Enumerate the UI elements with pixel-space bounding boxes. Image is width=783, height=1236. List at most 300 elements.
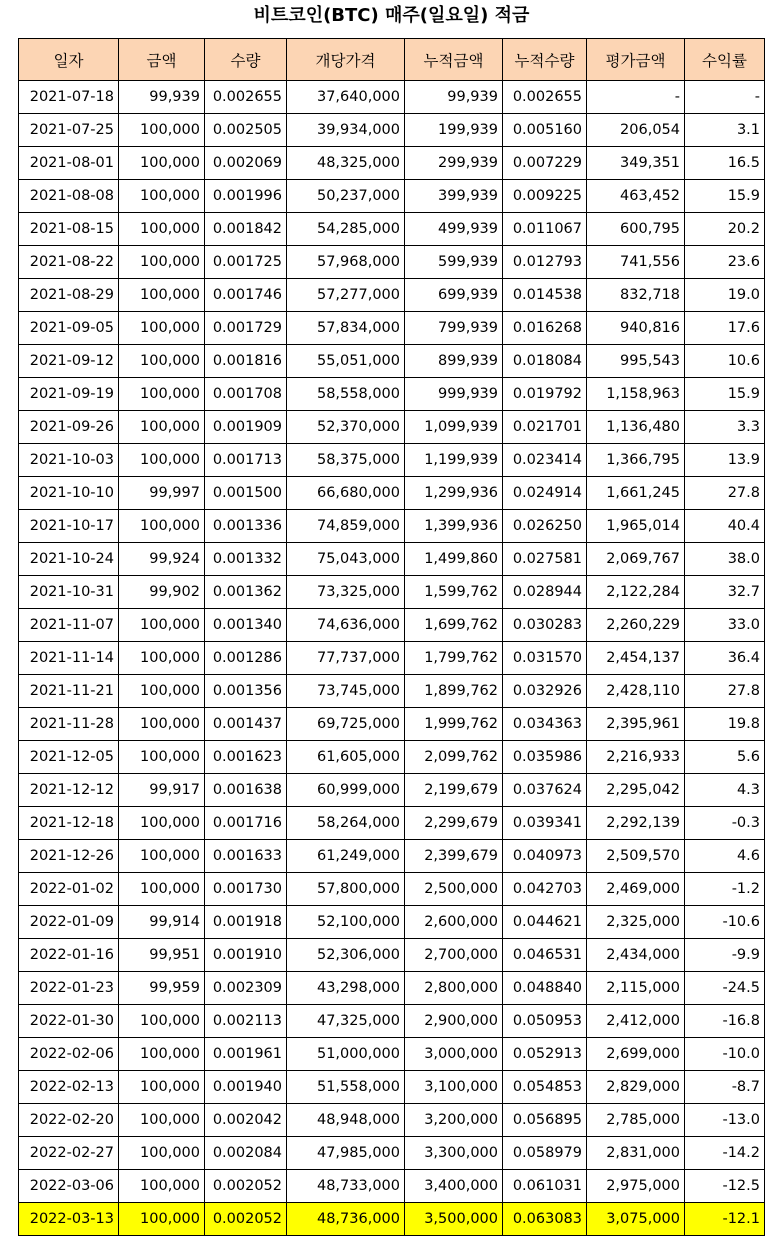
header-row	[19, 39, 765, 81]
cell-cumulative-quantity: 0.011067	[503, 213, 587, 246]
cell-amount: 99,951	[119, 939, 205, 972]
cell-return-rate: -14.2	[685, 1137, 765, 1170]
cell-date: 2021-11-21	[19, 675, 119, 708]
cell-cumulative-amount: 2,099,762	[405, 741, 503, 774]
cell-unit-price: 73,745,000	[287, 675, 405, 708]
table-row	[19, 213, 765, 246]
cell-unit-price: 60,999,000	[287, 774, 405, 807]
cell-quantity: 0.002505	[205, 114, 287, 147]
cell-cumulative-quantity: 0.019792	[503, 378, 587, 411]
cell-return-rate: 3.1	[685, 114, 765, 147]
cell-date: 2021-10-24	[19, 543, 119, 576]
cell-unit-price: 66,680,000	[287, 477, 405, 510]
cell-cumulative-quantity: 0.040973	[503, 840, 587, 873]
cell-quantity: 0.001961	[205, 1038, 287, 1071]
cell-date: 2021-09-19	[19, 378, 119, 411]
column-header-date: 일자	[19, 39, 119, 81]
cell-cumulative-quantity: 0.034363	[503, 708, 587, 741]
cell-cumulative-amount: 899,939	[405, 345, 503, 378]
cell-return-rate: -12.5	[685, 1170, 765, 1203]
cell-amount: 100,000	[119, 378, 205, 411]
cell-unit-price: 54,285,000	[287, 213, 405, 246]
cell-valuation: 1,158,963	[587, 378, 685, 411]
cell-amount: 100,000	[119, 1137, 205, 1170]
cell-return-rate: 23.6	[685, 246, 765, 279]
cell-quantity: 0.001286	[205, 642, 287, 675]
cell-valuation: 600,795	[587, 213, 685, 246]
cell-return-rate: 27.8	[685, 477, 765, 510]
table-row	[19, 708, 765, 741]
cell-cumulative-amount: 1,699,762	[405, 609, 503, 642]
cell-date: 2021-12-12	[19, 774, 119, 807]
cell-cumulative-amount: 2,900,000	[405, 1005, 503, 1038]
cell-quantity: 0.001708	[205, 378, 287, 411]
cell-amount: 100,000	[119, 279, 205, 312]
cell-quantity: 0.001940	[205, 1071, 287, 1104]
cell-amount: 100,000	[119, 147, 205, 180]
cell-unit-price: 57,834,000	[287, 312, 405, 345]
cell-cumulative-quantity: 0.037624	[503, 774, 587, 807]
cell-return-rate: -1.2	[685, 873, 765, 906]
table-row	[19, 180, 765, 213]
cell-valuation: 940,816	[587, 312, 685, 345]
cell-cumulative-quantity: 0.063083	[503, 1203, 587, 1236]
cell-valuation: 2,069,767	[587, 543, 685, 576]
cell-cumulative-amount: 799,939	[405, 312, 503, 345]
cell-unit-price: 37,640,000	[287, 81, 405, 114]
cell-quantity: 0.002069	[205, 147, 287, 180]
cell-quantity: 0.002052	[205, 1203, 287, 1236]
table-row	[19, 741, 765, 774]
cell-date: 2021-12-05	[19, 741, 119, 774]
cell-quantity: 0.002052	[205, 1170, 287, 1203]
cell-return-rate: -10.0	[685, 1038, 765, 1071]
cell-amount: 100,000	[119, 345, 205, 378]
cell-amount: 99,939	[119, 81, 205, 114]
cell-cumulative-amount: 2,299,679	[405, 807, 503, 840]
table-row	[19, 873, 765, 906]
cell-amount: 100,000	[119, 1071, 205, 1104]
table-row	[19, 807, 765, 840]
cell-cumulative-quantity: 0.023414	[503, 444, 587, 477]
cell-cumulative-amount: 2,500,000	[405, 873, 503, 906]
cell-date: 2021-12-26	[19, 840, 119, 873]
cell-quantity: 0.001437	[205, 708, 287, 741]
cell-unit-price: 43,298,000	[287, 972, 405, 1005]
cell-unit-price: 58,264,000	[287, 807, 405, 840]
cell-amount: 100,000	[119, 1104, 205, 1137]
cell-amount: 99,917	[119, 774, 205, 807]
cell-unit-price: 47,985,000	[287, 1137, 405, 1170]
cell-unit-price: 57,277,000	[287, 279, 405, 312]
cell-cumulative-quantity: 0.007229	[503, 147, 587, 180]
cell-date: 2022-02-20	[19, 1104, 119, 1137]
cell-valuation: 832,718	[587, 279, 685, 312]
table-row	[19, 378, 765, 411]
cell-amount: 100,000	[119, 411, 205, 444]
cell-valuation: 1,661,245	[587, 477, 685, 510]
cell-return-rate: -8.7	[685, 1071, 765, 1104]
cell-amount: 100,000	[119, 213, 205, 246]
cell-valuation: 2,699,000	[587, 1038, 685, 1071]
cell-date: 2022-03-13	[19, 1203, 119, 1236]
cell-return-rate: 15.9	[685, 378, 765, 411]
cell-unit-price: 73,325,000	[287, 576, 405, 609]
table-row	[19, 939, 765, 972]
cell-amount: 100,000	[119, 180, 205, 213]
cell-amount: 100,000	[119, 642, 205, 675]
cell-quantity: 0.001500	[205, 477, 287, 510]
cell-cumulative-quantity: 0.050953	[503, 1005, 587, 1038]
cell-amount: 100,000	[119, 114, 205, 147]
cell-cumulative-quantity: 0.061031	[503, 1170, 587, 1203]
cell-quantity: 0.001623	[205, 741, 287, 774]
cell-cumulative-amount: 1,399,936	[405, 510, 503, 543]
table-row	[19, 1038, 765, 1071]
cell-return-rate: 3.3	[685, 411, 765, 444]
cell-date: 2021-08-22	[19, 246, 119, 279]
cell-quantity: 0.002084	[205, 1137, 287, 1170]
cell-cumulative-amount: 599,939	[405, 246, 503, 279]
cell-cumulative-quantity: 0.002655	[503, 81, 587, 114]
cell-cumulative-quantity: 0.009225	[503, 180, 587, 213]
cell-cumulative-quantity: 0.016268	[503, 312, 587, 345]
table-row	[19, 477, 765, 510]
cell-amount: 100,000	[119, 741, 205, 774]
table-row	[19, 444, 765, 477]
column-header-cumulative-quantity: 누적수량	[503, 39, 587, 81]
cell-amount: 100,000	[119, 609, 205, 642]
cell-quantity: 0.001336	[205, 510, 287, 543]
cell-cumulative-amount: 3,000,000	[405, 1038, 503, 1071]
cell-quantity: 0.001638	[205, 774, 287, 807]
cell-cumulative-quantity: 0.026250	[503, 510, 587, 543]
cell-unit-price: 69,725,000	[287, 708, 405, 741]
cell-amount: 100,000	[119, 708, 205, 741]
cell-cumulative-amount: 699,939	[405, 279, 503, 312]
cell-return-rate: 19.0	[685, 279, 765, 312]
cell-date: 2022-01-02	[19, 873, 119, 906]
cell-quantity: 0.001909	[205, 411, 287, 444]
table-row	[19, 675, 765, 708]
table-row	[19, 906, 765, 939]
cell-unit-price: 47,325,000	[287, 1005, 405, 1038]
cell-date: 2021-09-12	[19, 345, 119, 378]
cell-return-rate: 40.4	[685, 510, 765, 543]
cell-cumulative-quantity: 0.032926	[503, 675, 587, 708]
cell-return-rate: -0.3	[685, 807, 765, 840]
table-row	[19, 972, 765, 1005]
cell-return-rate: -16.8	[685, 1005, 765, 1038]
cell-cumulative-amount: 3,100,000	[405, 1071, 503, 1104]
table-row	[19, 279, 765, 312]
cell-quantity: 0.001725	[205, 246, 287, 279]
cell-valuation: 463,452	[587, 180, 685, 213]
cell-return-rate: 13.9	[685, 444, 765, 477]
cell-unit-price: 74,859,000	[287, 510, 405, 543]
cell-unit-price: 39,934,000	[287, 114, 405, 147]
cell-valuation: 2,829,000	[587, 1071, 685, 1104]
cell-quantity: 0.001713	[205, 444, 287, 477]
table-row	[19, 1170, 765, 1203]
cell-quantity: 0.001918	[205, 906, 287, 939]
column-header-unit-price: 개당가격	[287, 39, 405, 81]
cell-cumulative-amount: 2,800,000	[405, 972, 503, 1005]
table-row	[19, 312, 765, 345]
cell-return-rate: -9.9	[685, 939, 765, 972]
cell-unit-price: 51,000,000	[287, 1038, 405, 1071]
cell-date: 2021-08-15	[19, 213, 119, 246]
cell-quantity: 0.001816	[205, 345, 287, 378]
cell-quantity: 0.001996	[205, 180, 287, 213]
cell-valuation: 2,260,229	[587, 609, 685, 642]
cell-unit-price: 58,558,000	[287, 378, 405, 411]
cell-amount: 100,000	[119, 1203, 205, 1236]
cell-amount: 100,000	[119, 444, 205, 477]
cell-cumulative-amount: 1,999,762	[405, 708, 503, 741]
table-row	[19, 81, 765, 114]
cell-return-rate: 4.6	[685, 840, 765, 873]
table-row	[19, 411, 765, 444]
cell-valuation: 741,556	[587, 246, 685, 279]
cell-cumulative-quantity: 0.052913	[503, 1038, 587, 1071]
cell-return-rate: 19.8	[685, 708, 765, 741]
table-row	[19, 774, 765, 807]
cell-date: 2022-03-06	[19, 1170, 119, 1203]
column-header-amount: 금액	[119, 39, 205, 81]
cell-cumulative-amount: 3,200,000	[405, 1104, 503, 1137]
cell-date: 2021-10-17	[19, 510, 119, 543]
cell-date: 2021-09-26	[19, 411, 119, 444]
cell-amount: 100,000	[119, 510, 205, 543]
cell-date: 2022-02-06	[19, 1038, 119, 1071]
cell-cumulative-amount: 1,099,939	[405, 411, 503, 444]
cell-amount: 99,997	[119, 477, 205, 510]
cell-cumulative-amount: 1,499,860	[405, 543, 503, 576]
cell-unit-price: 77,737,000	[287, 642, 405, 675]
cell-unit-price: 48,736,000	[287, 1203, 405, 1236]
cell-cumulative-amount: 1,199,939	[405, 444, 503, 477]
cell-cumulative-quantity: 0.021701	[503, 411, 587, 444]
cell-unit-price: 57,800,000	[287, 873, 405, 906]
cell-quantity: 0.001730	[205, 873, 287, 906]
cell-quantity: 0.001362	[205, 576, 287, 609]
cell-date: 2022-01-09	[19, 906, 119, 939]
cell-cumulative-amount: 3,500,000	[405, 1203, 503, 1236]
cell-unit-price: 61,605,000	[287, 741, 405, 774]
cell-cumulative-amount: 1,899,762	[405, 675, 503, 708]
table-row	[19, 114, 765, 147]
cell-cumulative-quantity: 0.042703	[503, 873, 587, 906]
cell-quantity: 0.001729	[205, 312, 287, 345]
cell-unit-price: 50,237,000	[287, 180, 405, 213]
cell-cumulative-quantity: 0.035986	[503, 741, 587, 774]
cell-valuation: 3,075,000	[587, 1203, 685, 1236]
cell-amount: 100,000	[119, 675, 205, 708]
cell-date: 2021-08-01	[19, 147, 119, 180]
cell-return-rate: -12.1	[685, 1203, 765, 1236]
table-row	[19, 642, 765, 675]
cell-valuation: 2,975,000	[587, 1170, 685, 1203]
cell-cumulative-quantity: 0.005160	[503, 114, 587, 147]
table-row	[19, 147, 765, 180]
cell-unit-price: 74,636,000	[287, 609, 405, 642]
cell-valuation: 2,395,961	[587, 708, 685, 741]
cell-date: 2021-10-10	[19, 477, 119, 510]
cell-return-rate: 33.0	[685, 609, 765, 642]
cell-valuation: 2,831,000	[587, 1137, 685, 1170]
cell-valuation: -	[587, 81, 685, 114]
cell-unit-price: 48,325,000	[287, 147, 405, 180]
cell-quantity: 0.001340	[205, 609, 287, 642]
cell-return-rate: 4.3	[685, 774, 765, 807]
cell-amount: 99,914	[119, 906, 205, 939]
cell-valuation: 2,325,000	[587, 906, 685, 939]
cell-quantity: 0.001746	[205, 279, 287, 312]
cell-amount: 99,902	[119, 576, 205, 609]
table-row	[19, 576, 765, 609]
cell-cumulative-amount: 99,939	[405, 81, 503, 114]
cell-valuation: 2,434,000	[587, 939, 685, 972]
cell-amount: 100,000	[119, 807, 205, 840]
cell-unit-price: 48,733,000	[287, 1170, 405, 1203]
cell-return-rate: -	[685, 81, 765, 114]
cell-cumulative-amount: 1,599,762	[405, 576, 503, 609]
cell-quantity: 0.001716	[205, 807, 287, 840]
cell-amount: 100,000	[119, 1170, 205, 1203]
cell-date: 2021-11-28	[19, 708, 119, 741]
cell-valuation: 1,136,480	[587, 411, 685, 444]
cell-valuation: 2,216,933	[587, 741, 685, 774]
cell-quantity: 0.001356	[205, 675, 287, 708]
cell-return-rate: 36.4	[685, 642, 765, 675]
cell-valuation: 2,785,000	[587, 1104, 685, 1137]
cell-return-rate: -10.6	[685, 906, 765, 939]
cell-valuation: 2,122,284	[587, 576, 685, 609]
cell-amount: 99,924	[119, 543, 205, 576]
cell-unit-price: 57,968,000	[287, 246, 405, 279]
cell-unit-price: 48,948,000	[287, 1104, 405, 1137]
cell-date: 2021-08-08	[19, 180, 119, 213]
cell-unit-price: 51,558,000	[287, 1071, 405, 1104]
cell-return-rate: -13.0	[685, 1104, 765, 1137]
cell-date: 2022-02-13	[19, 1071, 119, 1104]
table-row	[19, 609, 765, 642]
cell-cumulative-amount: 1,799,762	[405, 642, 503, 675]
cell-cumulative-amount: 999,939	[405, 378, 503, 411]
table-row	[19, 1104, 765, 1137]
table-row	[19, 246, 765, 279]
cell-valuation: 2,454,137	[587, 642, 685, 675]
cell-date: 2021-08-29	[19, 279, 119, 312]
cell-quantity: 0.001842	[205, 213, 287, 246]
cell-cumulative-quantity: 0.030283	[503, 609, 587, 642]
table-row	[19, 510, 765, 543]
cell-date: 2021-09-05	[19, 312, 119, 345]
cell-valuation: 995,543	[587, 345, 685, 378]
cell-date: 2021-07-18	[19, 81, 119, 114]
cell-cumulative-quantity: 0.024914	[503, 477, 587, 510]
cell-return-rate: 16.5	[685, 147, 765, 180]
table-row	[19, 543, 765, 576]
cell-date: 2022-02-27	[19, 1137, 119, 1170]
cell-unit-price: 52,370,000	[287, 411, 405, 444]
cell-cumulative-quantity: 0.031570	[503, 642, 587, 675]
cell-quantity: 0.002113	[205, 1005, 287, 1038]
column-header-valuation: 평가금액	[587, 39, 685, 81]
cell-cumulative-amount: 2,399,679	[405, 840, 503, 873]
cell-cumulative-quantity: 0.014538	[503, 279, 587, 312]
page-title: 비트코인(BTC) 매주(일요일) 적금	[253, 5, 530, 26]
cell-date: 2022-01-23	[19, 972, 119, 1005]
table-body	[19, 81, 765, 1236]
cell-cumulative-amount: 1,299,936	[405, 477, 503, 510]
cell-amount: 100,000	[119, 1038, 205, 1071]
cell-unit-price: 61,249,000	[287, 840, 405, 873]
cell-return-rate: 27.8	[685, 675, 765, 708]
cell-cumulative-quantity: 0.048840	[503, 972, 587, 1005]
cell-cumulative-quantity: 0.046531	[503, 939, 587, 972]
cell-amount: 100,000	[119, 1005, 205, 1038]
cell-return-rate: 17.6	[685, 312, 765, 345]
cell-date: 2021-10-03	[19, 444, 119, 477]
cell-return-rate: 38.0	[685, 543, 765, 576]
cell-valuation: 2,412,000	[587, 1005, 685, 1038]
cell-quantity: 0.002042	[205, 1104, 287, 1137]
cell-date: 2021-07-25	[19, 114, 119, 147]
cell-date: 2021-11-07	[19, 609, 119, 642]
cell-unit-price: 52,100,000	[287, 906, 405, 939]
cell-cumulative-amount: 2,199,679	[405, 774, 503, 807]
cell-amount: 100,000	[119, 246, 205, 279]
cell-amount: 99,959	[119, 972, 205, 1005]
cell-cumulative-quantity: 0.027581	[503, 543, 587, 576]
cell-cumulative-amount: 2,600,000	[405, 906, 503, 939]
cell-cumulative-quantity: 0.044621	[503, 906, 587, 939]
cell-amount: 100,000	[119, 840, 205, 873]
cell-cumulative-quantity: 0.054853	[503, 1071, 587, 1104]
cell-quantity: 0.002655	[205, 81, 287, 114]
table-row	[19, 1005, 765, 1038]
cell-return-rate: 5.6	[685, 741, 765, 774]
cell-valuation: 2,509,570	[587, 840, 685, 873]
table-row	[19, 1203, 765, 1236]
cell-unit-price: 75,043,000	[287, 543, 405, 576]
column-header-return-rate: 수익률	[685, 39, 765, 81]
table-row	[19, 1071, 765, 1104]
table-row	[19, 840, 765, 873]
cell-return-rate: 32.7	[685, 576, 765, 609]
cell-valuation: 2,428,110	[587, 675, 685, 708]
cell-unit-price: 55,051,000	[287, 345, 405, 378]
cell-cumulative-quantity: 0.058979	[503, 1137, 587, 1170]
cell-cumulative-quantity: 0.056895	[503, 1104, 587, 1137]
cell-cumulative-amount: 3,400,000	[405, 1170, 503, 1203]
cell-cumulative-amount: 499,939	[405, 213, 503, 246]
column-header-quantity: 수량	[205, 39, 287, 81]
cell-quantity: 0.001332	[205, 543, 287, 576]
cell-cumulative-amount: 2,700,000	[405, 939, 503, 972]
cell-date: 2021-12-18	[19, 807, 119, 840]
cell-date: 2021-10-31	[19, 576, 119, 609]
cell-amount: 100,000	[119, 873, 205, 906]
cell-quantity: 0.001910	[205, 939, 287, 972]
cell-cumulative-quantity: 0.039341	[503, 807, 587, 840]
cell-cumulative-quantity: 0.028944	[503, 576, 587, 609]
cell-valuation: 2,115,000	[587, 972, 685, 1005]
cell-cumulative-quantity: 0.012793	[503, 246, 587, 279]
cell-date: 2021-11-14	[19, 642, 119, 675]
